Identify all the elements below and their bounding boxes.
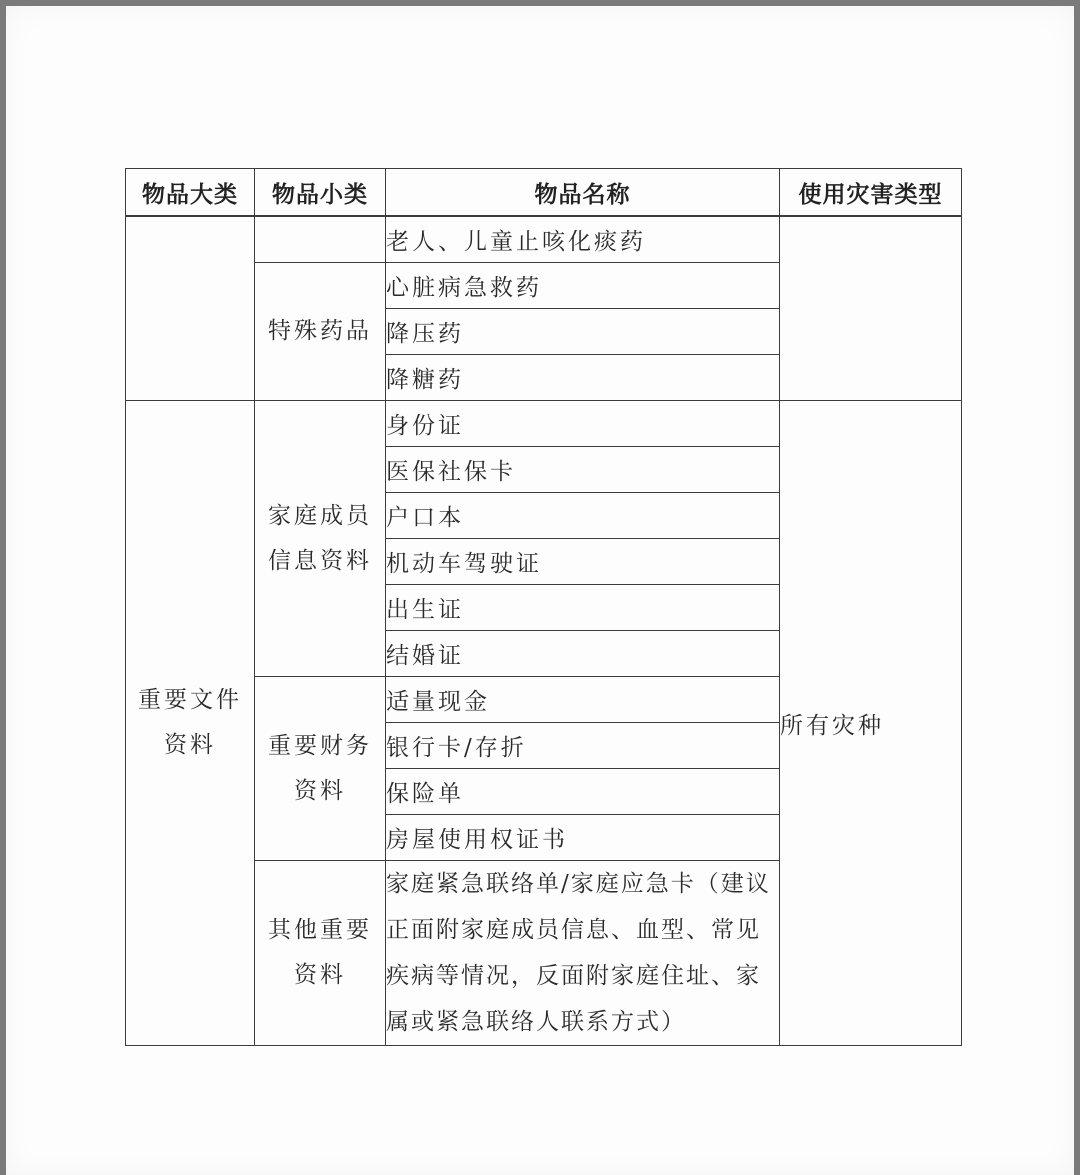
category-cell-empty [126, 216, 255, 401]
category-important-documents [126, 401, 255, 1046]
item-name-cell: 机动车驾驶证 [386, 539, 780, 585]
item-name-cell: 出生证 [386, 585, 780, 631]
item-name-cell: 银行卡/存折 [386, 723, 780, 769]
item-name-cell: 结婚证 [386, 631, 780, 677]
category-line: 资料 [164, 732, 216, 758]
subcategory-other [255, 861, 386, 1046]
header-row [126, 169, 962, 217]
header-item-name: 物品名称 [386, 169, 780, 217]
subcategory-line: 资料 [294, 962, 346, 988]
item-name-cell: 心脏病急救药 [386, 263, 780, 309]
item-name-cell: 保险单 [386, 769, 780, 815]
document-page [6, 6, 1074, 1175]
table-row [126, 401, 962, 447]
header-category: 物品大类 [126, 169, 255, 217]
item-name-cell: 房屋使用权证书 [386, 815, 780, 861]
item-name-cell: 降糖药 [386, 355, 780, 401]
table-row [126, 216, 962, 263]
subcategory-line: 其他重要 [268, 917, 372, 943]
subcategory-line: 家庭成员 [268, 502, 372, 529]
subcategory-line: 重要财务 [268, 732, 372, 759]
subcategory-finance [255, 677, 386, 861]
header-subcategory: 物品小类 [255, 169, 386, 217]
subcategory-family-info [255, 401, 386, 677]
disaster-cell-empty [780, 216, 962, 401]
disaster-type-all: 所有灾种 [780, 401, 962, 1046]
item-name-cell: 降压药 [386, 309, 780, 355]
item-name-cell: 老人、儿童止咳化痰药 [386, 216, 780, 263]
item-name-cell: 身份证 [386, 401, 780, 447]
subcategory-line: 信息资料 [268, 547, 372, 574]
subcategory-line: 资料 [294, 777, 346, 804]
category-line: 重要文件 [138, 687, 242, 713]
subcategory-cell-empty [255, 216, 386, 263]
item-name-cell: 适量现金 [386, 677, 780, 723]
supplies-table [125, 168, 962, 1046]
header-disaster-type: 使用灾害类型 [780, 169, 962, 217]
item-name-cell-multiline: 家庭紧急联络单/家庭应急卡（建议正面附家庭成员信息、血型、常见疾病等情况，反面附家庭住址、家属或紧急联络人联系方式） [386, 861, 780, 1046]
subcategory-special-medicine: 特殊药品 [255, 263, 386, 401]
item-name-cell: 户口本 [386, 493, 780, 539]
item-name-cell: 医保社保卡 [386, 447, 780, 493]
